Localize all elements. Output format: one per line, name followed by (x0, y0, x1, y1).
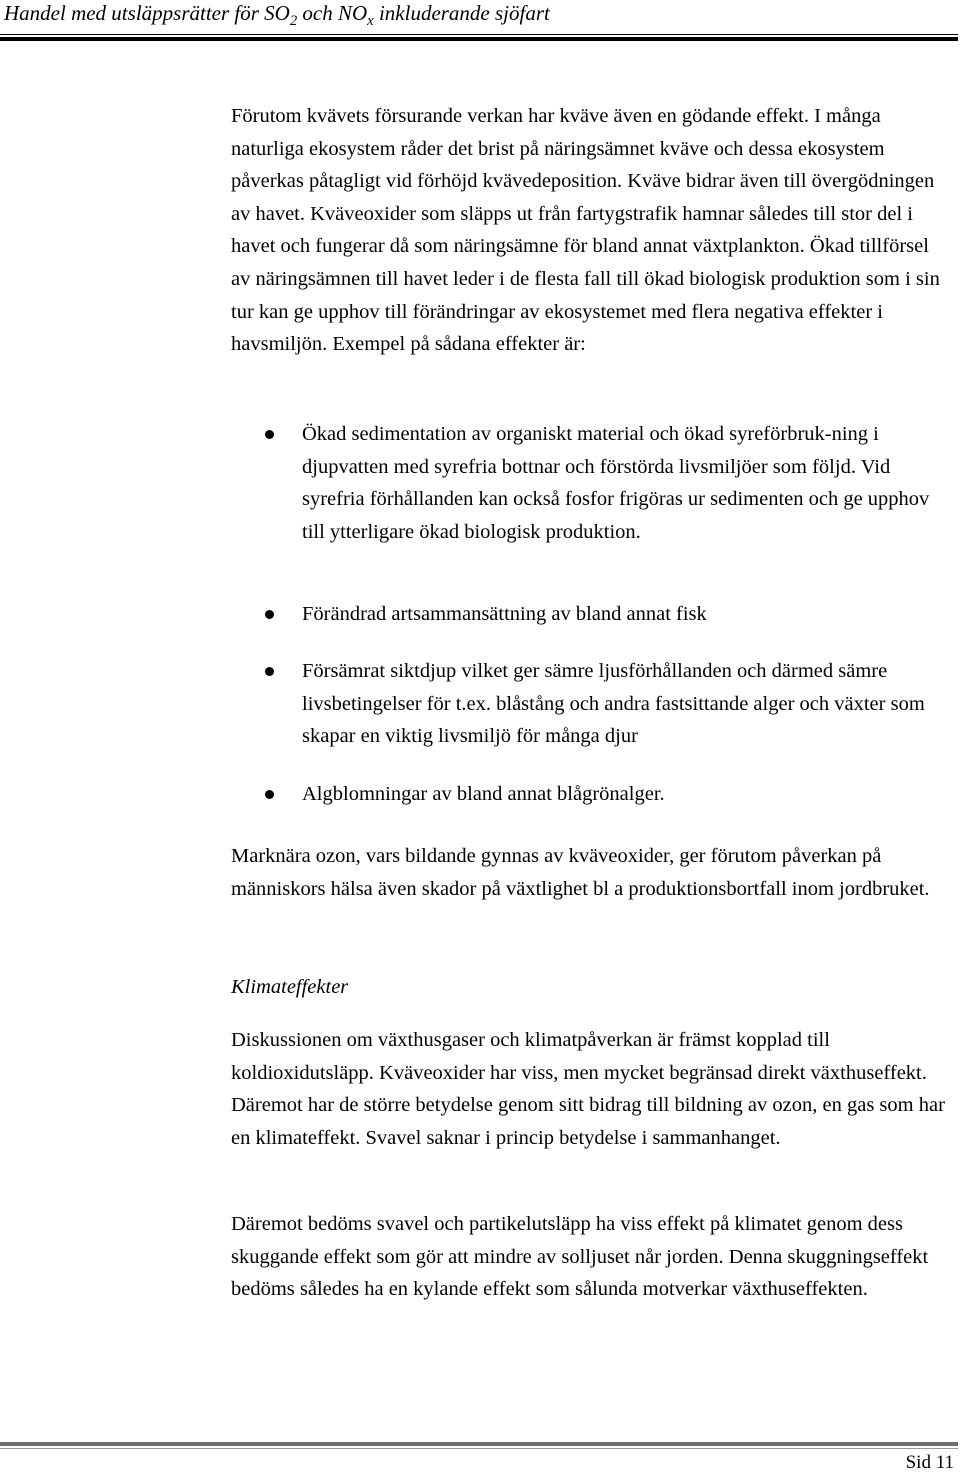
section-heading-climate: Klimateffekter (231, 976, 349, 998)
header-divider-thick (0, 37, 958, 41)
paragraph-greenhouse: Diskussionen om växthusgaser och klimatpåverkan är främst kopplad till koldioxidutsläpp. Kväveoxider har viss, men mycket begränsad direkt växthuseffekt. Däremot har de större betydelse genom sitt bidrag till bildning av ozon, en gas som har en klimateffekt. Svavel saknar i princip betydelse i sammanhanget. (231, 1029, 945, 1149)
list-item-text: Ökad sedimentation av organiskt material och ökad syreförbruk-ning i djupvatten med syrefria bottnar och förstörda livsmiljöer som följd. Vid syrefria förhållanden kan också fosfor frigöras ur sedimenten och ge upphov till ytterligare ökad biologisk produktion. (302, 423, 930, 543)
list-item-text: Algblomningar av bland annat blågrönalger. (302, 783, 665, 805)
list-item (0, 418, 960, 598)
paragraph-shading-effect: Däremot bedöms svavel och partikelutsläpp ha viss effekt på klimatet genom dess skuggande effekt som gör att mindre av solljuset når jorden. Denna skuggningseffekt bedöms således ha en kylande effekt som sålunda motverkar växthuseffekten. (231, 1213, 929, 1301)
bullet-dot-icon (265, 667, 274, 676)
document-header-title (4, 0, 956, 30)
paragraph-nitrogen-effects: Förutom kvävets försurande verkan har kväve även en gödande effekt. I många naturliga ekosystem råder det brist på näringsämnet kväve och dessa ekosystem påverkas påtagligt vid förhöjd kvävedeposition. Kväve bidrar även till övergödningen av havet. Kväveoxider som släpps ut från fartygstrafik hamnar således till stor del i havet och fungerar då som näringsämne för bland annat växtplankton. Ökad tillförsel av näringsämnen till havet leder i de flesta fall till ökad biologisk produktion som i sin tur kan ge upphov till förändringar av ekosystemet med flera negativa effekter i havsmiljön. Exempel på sådana effekter är: (231, 105, 940, 356)
list-item (0, 598, 960, 655)
bullet-dot-icon (265, 430, 274, 439)
paragraph-ozone: Marknära ozon, vars bildande gynnas av kväveoxider, ger förutom påverkan på människors hälsa även skador på växtlighet bl a produktionsbortfall inom jordbruket. (231, 845, 930, 900)
header-title-part1: Handel med utsläppsrätter för SO (4, 1, 290, 25)
page-number: Sid 11 (905, 1452, 954, 1473)
footer-divider-thick (0, 1442, 958, 1446)
header-title-part3: inkluderande sjöfart (373, 1, 550, 25)
footer-divider-thin (0, 1448, 958, 1449)
list-item-text: Försämrat siktdjup vilket ger sämre ljusförhållanden och därmed sämre livsbetingelser för t.ex. blåstång och andra fastsittande alger och växter som skapar en viktig livsmiljö för många djur (302, 660, 925, 748)
header-title-sub2: x (367, 13, 374, 30)
list-item-text: Förändrad artsammansättning av bland annat fisk (302, 603, 707, 625)
list-item (0, 655, 960, 778)
header-title-part2: och NO (297, 1, 368, 25)
header-divider-thin (0, 34, 958, 35)
bullet-dot-icon (265, 790, 274, 799)
effects-bullet-list (0, 418, 960, 835)
header-title-sub1: 2 (289, 13, 298, 30)
bullet-dot-icon (265, 610, 274, 619)
list-item (0, 778, 960, 835)
